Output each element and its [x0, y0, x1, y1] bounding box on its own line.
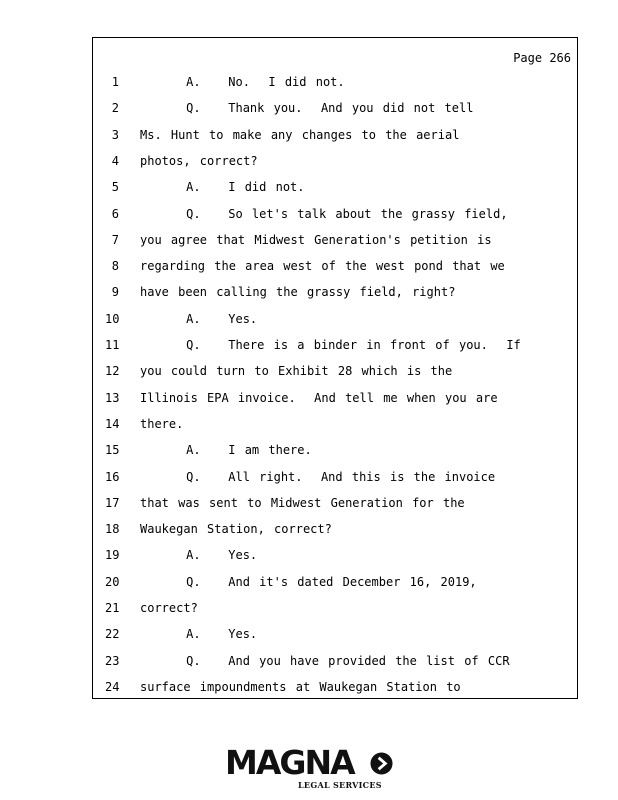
transcript-line [93, 127, 577, 143]
transcript-line [93, 547, 577, 563]
line-number: 6 [111, 206, 119, 221]
transcript-line [93, 416, 577, 432]
line-number: 8 [111, 259, 119, 274]
magna-logo [225, 745, 395, 791]
line-text: A. I am there. [140, 443, 312, 458]
line-text: Q. Thank you. And you did not tell [140, 101, 474, 116]
transcript-line [93, 206, 577, 222]
line-text: that was sent to Midwest Generation for the [140, 495, 465, 510]
transcript-line [93, 311, 577, 327]
transcript-line [93, 363, 577, 379]
line-text: Q. All right. And this is the invoice [140, 469, 496, 484]
line-text: photos, correct? [140, 153, 258, 168]
line-number: 20 [105, 574, 120, 589]
line-text: Q. And it's dated December 16, 2019, [140, 574, 477, 589]
arrow-circle-icon [370, 752, 393, 775]
transcript-line [93, 521, 577, 537]
line-text: you agree that Midwest Generation's petition is [140, 232, 492, 247]
transcript-line [93, 600, 577, 616]
line-text: A. No. I did not. [140, 75, 345, 89]
page-number: Page 266 [513, 51, 571, 65]
line-number: 7 [111, 232, 119, 247]
line-text: A. I did not. [140, 180, 305, 195]
line-number: 21 [105, 601, 120, 615]
line-text: you could turn to Exhibit 28 which is the [140, 364, 453, 379]
line-text: Illinois EPA invoice. And tell me when you are [140, 390, 498, 405]
line-text: surface impoundments at Waukegan Station to [140, 679, 461, 694]
line-text: correct? [140, 601, 198, 615]
logo-tagline: LEGAL SERVICES [298, 780, 382, 790]
line-text: Q. There is a binder in front of you. If [140, 338, 521, 352]
transcript-line [93, 74, 577, 90]
line-number: 19 [105, 548, 120, 563]
line-text: Waukegan Station, correct? [140, 522, 332, 537]
line-number: 3 [111, 127, 119, 142]
line-number: 4 [111, 153, 119, 168]
transcript-line [93, 390, 577, 406]
transcript-line [93, 100, 577, 116]
line-text: Ms. Hunt to make any changes to the aerial [140, 127, 460, 142]
transcript-line [93, 179, 577, 195]
transcript-line [93, 153, 577, 169]
line-number: 11 [105, 338, 120, 352]
line-text: have been calling the grassy field, right? [140, 285, 456, 300]
line-number: 12 [105, 364, 120, 379]
transcript-line [93, 574, 577, 590]
transcript-line [93, 653, 577, 669]
line-number: 10 [105, 311, 120, 326]
line-number: 1 [111, 75, 119, 89]
transcript-line [93, 626, 577, 642]
transcript-line [93, 284, 577, 300]
transcript-line [93, 232, 577, 248]
line-number: 23 [105, 653, 120, 668]
line-number: 16 [105, 469, 120, 484]
transcript-line [93, 469, 577, 485]
line-number: 13 [105, 390, 120, 405]
line-number: 14 [105, 416, 120, 431]
transcript-line [93, 679, 577, 695]
line-text: Q. So let's talk about the grassy field, [140, 206, 508, 221]
transcript-page [92, 37, 578, 699]
transcript-line [93, 495, 577, 511]
line-text: A. Yes. [140, 548, 258, 563]
line-text: Q. And you have provided the list of CCR [140, 653, 510, 668]
line-number: 15 [105, 443, 120, 458]
line-number: 2 [111, 101, 119, 116]
line-number: 9 [111, 285, 119, 300]
line-text: A. Yes. [140, 627, 258, 642]
line-number: 22 [105, 627, 120, 642]
line-text: A. Yes. [140, 311, 258, 326]
transcript-line [93, 337, 577, 353]
transcript-line [93, 442, 577, 458]
transcript-line [93, 258, 577, 274]
line-number: 5 [111, 180, 119, 195]
line-number: 18 [105, 522, 120, 537]
line-text: there. [140, 416, 184, 431]
line-number: 24 [105, 679, 120, 694]
line-number: 17 [105, 495, 120, 510]
line-text: regarding the area west of the west pond that we [140, 259, 505, 274]
logo-wordmark: MAGNA [225, 743, 354, 782]
